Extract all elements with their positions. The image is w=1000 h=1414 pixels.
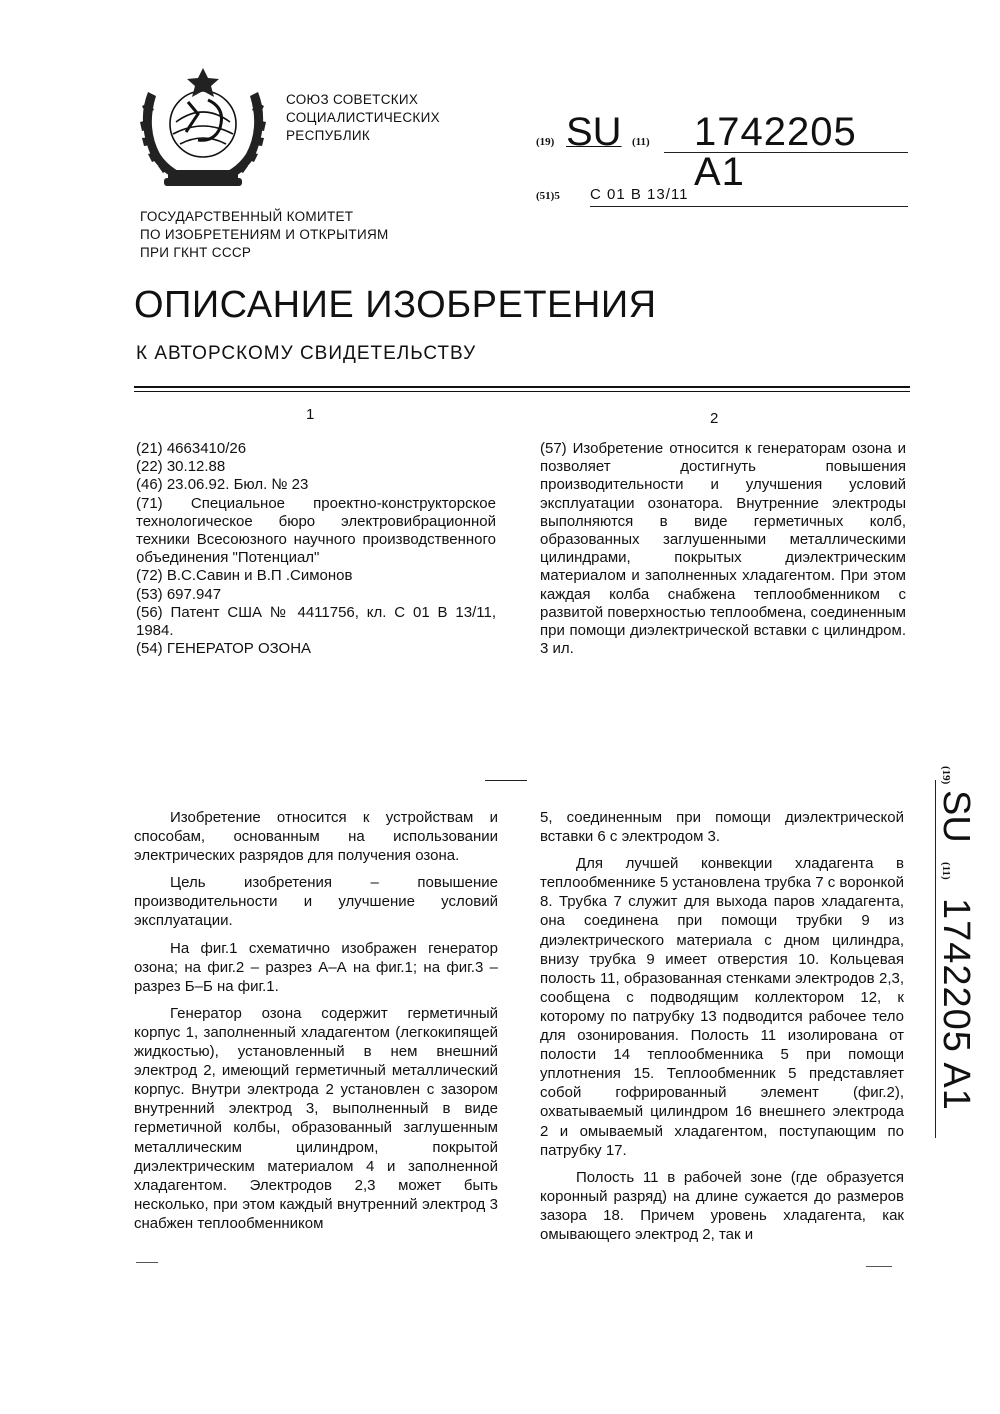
line-mark <box>866 1266 892 1267</box>
code-51: (51)5 <box>536 190 560 202</box>
paragraph: 5, соединенным при помощи диэлектрической вставки 6 с электродом 3. <box>540 809 904 846</box>
ipc-line <box>536 186 908 210</box>
underline <box>590 206 908 207</box>
column-number-2: 2 <box>710 410 719 427</box>
patent-number: 1742205 A1 <box>694 110 857 194</box>
side-code-11: (11) <box>940 862 952 880</box>
committee-line: ПРИ ГКНТ СССР <box>140 245 252 260</box>
side-code-19: (19) <box>940 766 952 785</box>
bib-item: (54) ГЕНЕРАТОР ОЗОНА <box>136 640 312 658</box>
underline <box>664 152 908 153</box>
country-code: SU <box>566 110 622 154</box>
ussr-line: СОЦИАЛИСТИЧЕСКИХ <box>286 110 440 125</box>
header-rule <box>134 386 910 388</box>
bib-item: (22) 30.12.88 <box>136 458 226 476</box>
committee-line: ПО ИЗОБРЕТЕНИЯМ И ОТКРЫТИЯМ <box>140 227 389 242</box>
ussr-line: СОЮЗ СОВЕТСКИХ <box>286 92 419 107</box>
column-number-1: 1 <box>306 406 315 423</box>
paragraph: На фиг.1 схематично изображен генератор озона; на фиг.2 – разрез А–А на фиг.1; на фиг.3 – разрез Б–Б на фиг.1. <box>134 939 498 995</box>
document-subtitle: К АВТОРСКОМУ СВИДЕТЕЛЬСТВУ <box>136 343 477 364</box>
code-11: (11) <box>632 136 650 148</box>
line-mark <box>136 1262 158 1263</box>
bib-item: (72) В.С.Савин и В.П .Симонов <box>136 567 353 585</box>
bib-item: (56) Патент США № 4411756, кл. С 01 В 13/11, 1984. <box>136 603 496 640</box>
ussr-emblem-icon <box>128 62 278 194</box>
section-separator <box>485 780 527 781</box>
committee-line: ГОСУДАРСТВЕННЫЙ КОМИТЕТ <box>140 209 354 224</box>
side-country-code: SU <box>935 790 977 843</box>
paragraph: Для лучшей конвекции хладагента в теплообменнике 5 установлена трубка 7 с воронкой 8. Трубка 7 служит для выхода паров хладагента, она соединена при помощи трубки 9 из диэлектрического материала с дном цилиндра, внизу трубка 9 имеет отверстия 10. Кольцевая полость 11, образованная стенками электродов 2,3, сообщена с подводящим коллектором 12, к которому по патрубку 13 подводится рабочее тело для озонирования. Полость 11 изолирована от полости 14 теплообменника 5 при помощи уплотнения 15. Теплообменник 5 представляет собой гофрированный элемент (фиг.2), охватываемый цилиндром 16 внешнего электрода 2 и омываемый хладагентом, поступающим по патрубку 17. <box>540 855 904 1159</box>
bib-item: (46) 23.06.92. Бюл. № 23 <box>136 476 309 494</box>
bib-item: (21) 4663410/26 <box>136 440 247 457</box>
body-column-right <box>540 808 904 1252</box>
committee-name <box>140 208 389 262</box>
underline <box>935 780 936 1138</box>
ussr-name <box>286 91 440 145</box>
ipc-class: C 01 B 13/11 <box>590 186 689 203</box>
paragraph: Генератор озона содержит герметичный корпус 1, заполненный хладагентом (легкокипящей жидкостью), установленный в нем внешний электрод 2, имеющий герметичный металлический корпус. Внутри электрода 2 установлен с зазором внутренний электрод 3, выполненный в виде герметичной колбы, образованный заглушенным металлическим цилиндром, покрытой диэлектрическим материалом 4 и заполненной хладагентом. Электродов 2,3 может быть несколько, при этом каждый внутренний электрод 3 снабжен теплообменником <box>134 1004 498 1232</box>
side-patent-number-rotated <box>926 766 982 1138</box>
code-19: (19) <box>536 136 555 148</box>
abstract: (57) Изобретение относится к генераторам озона и позволяет достигнуть повышения производительности и улучшения условий эксплуатации озонатора. Внутренние электроды выполняются в виде герметичных колб, образованных заглушенными металлическими цилиндрами, покрытых диэлектрическим материалом и заполненных хладагентом. При этом каждая колба снабжена теплообменником с развитой поверхностью теплообмена, соединенным при помощи диэлектрической вставки с цилиндром. 3 ил. <box>540 440 906 658</box>
header-rule-thin <box>134 391 910 392</box>
paragraph: Цель изобретения – повышение производительности и улучшение условий эксплуатации. <box>134 874 498 930</box>
document-title: ОПИСАНИЕ ИЗОБРЕТЕНИЯ <box>134 284 657 326</box>
bib-item: (53) 697.947 <box>136 585 222 603</box>
paragraph: Полость 11 в рабочей зоне (где образуется коронный разряд) на длине сужается до размеров зазора 18. Причем уровень хладагента, как омывающего электрод 2, так и <box>540 1168 904 1243</box>
side-patent-number-text: 1742205 A1 <box>935 898 977 1111</box>
paragraph: Изобретение относится к устройствам и способам, основанным на использовании электрических разрядов для получения озона. <box>134 809 498 865</box>
body-column-left <box>134 808 498 1241</box>
bibliographic-data <box>136 440 496 658</box>
side-patent-number <box>922 766 984 1138</box>
bib-item: (71) Специальное проектно-конструкторское технологическое бюро электровибрационной техники Всесоюзного научного производственного объединения "Потенциал" <box>136 494 496 567</box>
patent-number-line <box>536 110 908 194</box>
ussr-line: РЕСПУБЛИК <box>286 128 371 143</box>
